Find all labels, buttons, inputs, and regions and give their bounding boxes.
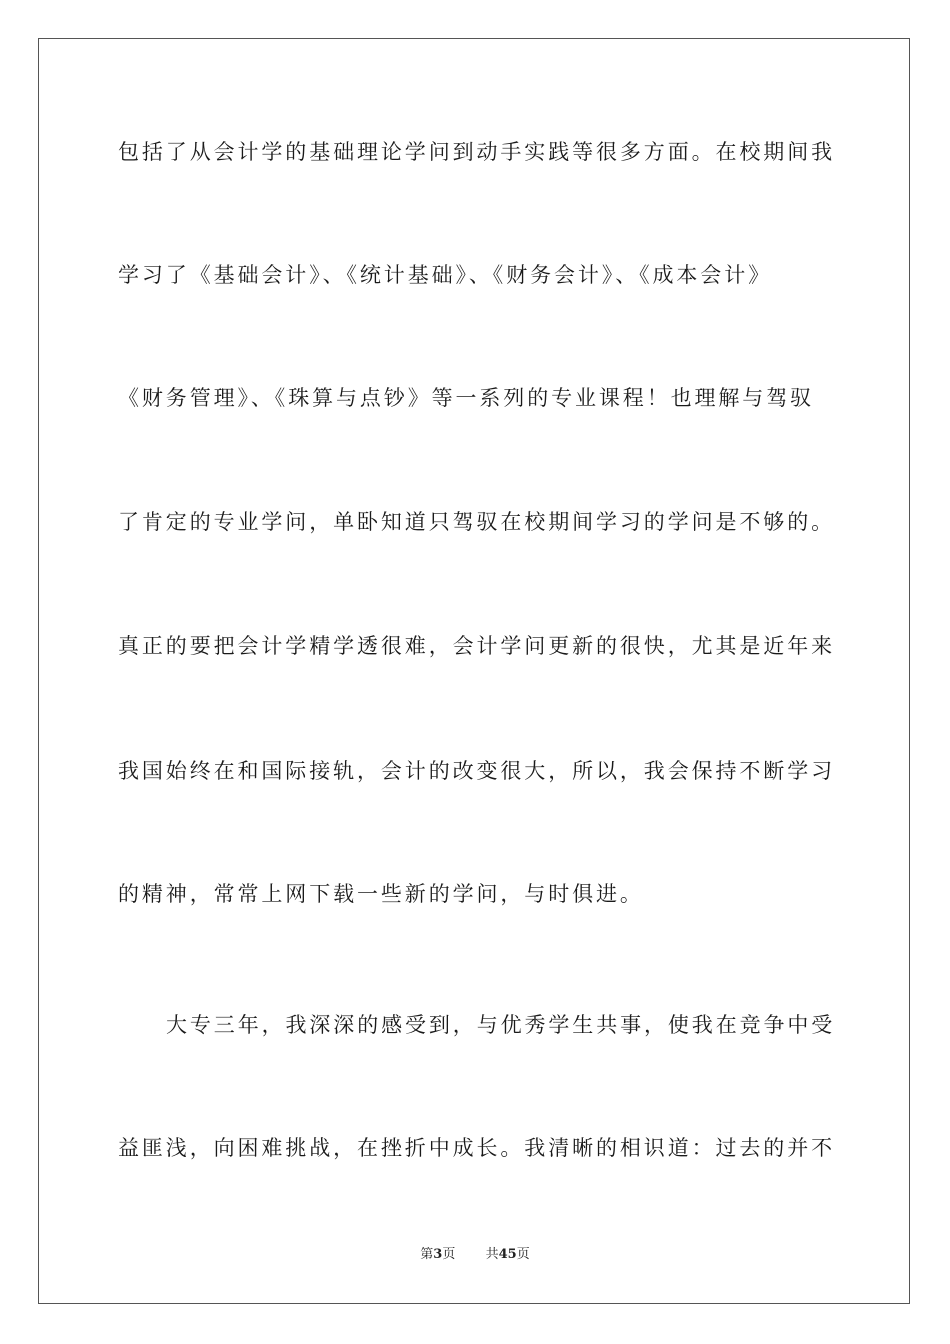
- total-suffix: 页: [516, 1247, 530, 1262]
- body-text-line: 益匪浅，向困难挑战，在挫折中成长。我清晰的相识道：过去的并不: [118, 1136, 835, 1160]
- total-prefix: 共: [485, 1247, 499, 1262]
- page-number: 3: [433, 1247, 443, 1262]
- body-text-line: 我国始终在和国际接轨，会计的改变很大，所以，我会保持不断学习: [118, 759, 835, 783]
- paragraph-first-line: 大专三年，我深深的感受到，与优秀学生共事，使我在竞争中受: [166, 1013, 836, 1037]
- body-text-line: 包括了从会计学的基础理论学问到动手实践等很多方面。在校期间我: [118, 140, 835, 164]
- body-text-line: 了肯定的专业学问，单卧知道只驾驭在校期间学习的学问是不够的。: [118, 510, 835, 534]
- total-pages: 45: [498, 1247, 517, 1262]
- page-footer: [0, 1246, 950, 1264]
- body-text-line: 学习了《基础会计》、《统计基础》、《财务会计》、《成本会计》: [118, 263, 772, 287]
- page-border: [38, 38, 910, 1304]
- body-text-line: 的精神，常常上网下载一些新的学问，与时俱进。: [118, 882, 644, 906]
- body-text-line: 《财务管理》、《珠算与点钞》等一系列的专业课程！也理解与驾驭: [118, 386, 814, 410]
- page-suffix: 页: [442, 1247, 456, 1262]
- page-prefix: 第: [420, 1247, 434, 1262]
- body-text-line: 真正的要把会计学精学透很难，会计学问更新的很快，尤其是近年来: [118, 634, 835, 658]
